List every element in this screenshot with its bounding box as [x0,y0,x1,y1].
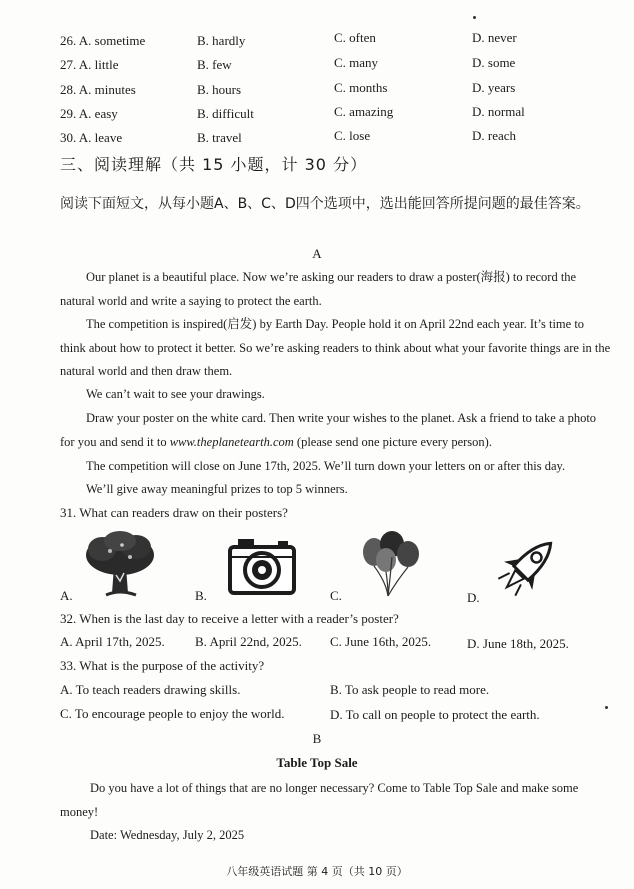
q33-option-b: B. To ask people to read more. [330,682,490,697]
question-31: 31. What can readers draw on their posters? [60,505,288,520]
passage-a-paragraph-2: The competition is inspired(启发) by Earth Day. People hold it on April 22nd each year. It’s time to think about how to protect it better. So we’re asking readers to think about what your favorite things are in the natural world and then draw them. [60,317,611,378]
passage-a-paragraph-5: The competition will close on June 17th, 2025. We’ll turn down your letters on or after this day. [86,459,566,473]
option-27c: C. many [334,55,379,70]
section-title: 三、阅读理解（共 15 小题，计 30 分） [60,155,368,174]
option-28b: B. hours [197,82,242,97]
passage-a-paragraph-1: Our planet is a beautiful place. Now we’re asking our readers to draw a poster(海报) to record the natural world and write a saying to protect the earth. [60,270,577,308]
passage-b-label: B [312,731,322,746]
camera-icon [226,535,298,597]
balloons-icon [358,530,422,600]
passage-a-paragraph-4 [60,407,612,454]
passage-a-paragraph-4-text: Draw your poster on the white card. Then write your wishes to the planet. Ask a friend to take a photo for you and send it to [60,411,597,449]
q31-option-a-label: A. [60,588,73,603]
rocket-icon [492,530,564,602]
tree-icon [80,529,160,601]
q33-option-a: A. To teach readers drawing skills. [60,682,241,697]
q31-option-c-label: C. [330,588,342,603]
instructions: 阅读下面短文，从每小题A、B、C、D四个选项中，选出能回答所提问题的最佳答案。 [60,196,590,212]
q33-option-d: D. To call on people to protect the earth. [330,707,540,722]
option-30a: 30. A. leave [60,130,123,145]
option-26b: B. hardly [197,33,246,48]
q32-option-a: A. April 17th, 2025. [60,634,165,649]
passage-a-paragraph-4-tail: (please send one picture every person). [296,434,492,449]
q31-option-d-label: D. [467,590,480,605]
competition-url: www.theplanetearth.com [169,434,294,449]
option-30b: B. travel [197,130,242,145]
option-29b: B. difficult [197,106,254,121]
option-27a: 27. A. little [60,57,119,72]
option-28a: 28. A. minutes [60,82,136,97]
q32-option-c: C. June 16th, 2025. [330,634,432,649]
q32-option-d: D. June 18th, 2025. [467,636,569,651]
option-26c: C. often [334,30,376,45]
option-28d: D. years [472,80,516,95]
passage-b-title: Table Top Sale [276,755,358,770]
q33-option-c: C. To encourage people to enjoy the world. [60,706,285,721]
option-27d: D. some [472,55,516,70]
option-29c: C. amazing [334,104,394,119]
option-26a: 26. A. sometime [60,33,146,48]
option-26d: D. never [472,30,517,45]
option-30d: D. reach [472,128,517,143]
option-28c: C. months [334,80,388,95]
passage-b-date: Date: Wednesday, July 2, 2025 [90,828,245,842]
scan-speck [605,706,608,709]
question-32: 32. When is the last day to receive a letter with a reader’s poster? [60,611,399,626]
option-27b: B. few [197,57,232,72]
passage-a-paragraph-3: We can’t wait to see your drawings. [86,387,265,401]
page-footer: 八年级英语试题 第 4 页（共 10 页） [226,865,408,878]
q31-option-b-label: B. [195,588,207,603]
scan-speck [473,16,476,19]
passage-a-paragraph-6: We’ll give away meaningful prizes to top 5 winners. [86,482,348,496]
q32-option-b: B. April 22nd, 2025. [195,634,302,649]
question-33: 33. What is the purpose of the activity? [60,658,265,673]
option-29a: 29. A. easy [60,106,118,121]
passage-b-paragraph: Do you have a lot of things that are no longer necessary? Come to Table Top Sale and make some money! [60,781,579,819]
option-29d: D. normal [472,104,525,119]
passage-a-label: A [312,246,322,261]
option-30c: C. lose [334,128,371,143]
